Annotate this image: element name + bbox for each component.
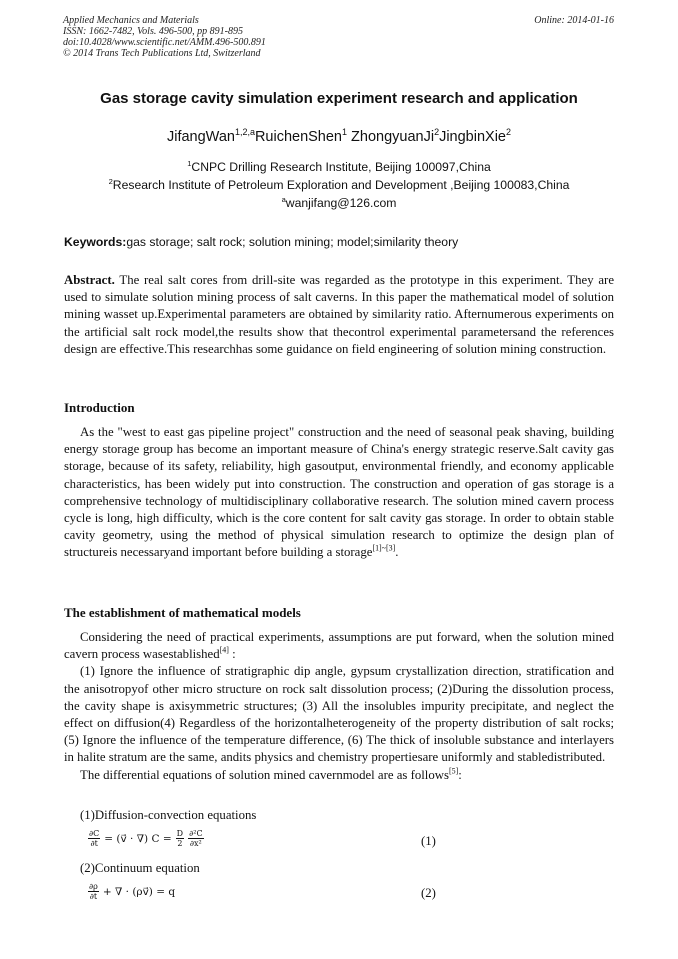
- author-name: JifangWan: [166, 129, 235, 145]
- author-sup: 2: [506, 127, 511, 138]
- affiliation-sup: 2: [108, 176, 113, 186]
- equation-2-label: (2)Continuum equation: [80, 861, 200, 875]
- keywords-line: [64, 235, 458, 249]
- abstract: [64, 272, 614, 358]
- models-body: [64, 629, 614, 784]
- paper-title: Gas storage cavity simulation experiment research and application: [100, 90, 578, 107]
- introduction-heading: Introduction: [64, 400, 135, 415]
- equation-1-label: (1)Diffusion-convection equations: [80, 808, 257, 822]
- abstract-label: Abstract.: [64, 273, 115, 287]
- equations-intro-end: :: [458, 767, 462, 782]
- keywords-label: Keywords:: [64, 235, 127, 249]
- affiliation-text: CNPC Drilling Research Institute, Beijing 100097,China: [191, 160, 491, 174]
- citation-ref: [5]: [449, 766, 459, 776]
- affiliation-text: Research Institute of Petroleum Exploration and Development ,Beijing 100083,China: [112, 178, 570, 192]
- models-heading: The establishment of mathematical models: [64, 605, 301, 620]
- affiliation-1: [0, 160, 678, 174]
- email-text: wanjifang@126.com: [285, 196, 397, 210]
- keywords-text: gas storage; salt rock; solution mining; model;similarity theory: [126, 235, 459, 249]
- journal-name: Applied Mechanics and Materials: [63, 15, 199, 26]
- author-name: RuichenShen: [254, 129, 343, 145]
- equation-2-number: (2): [421, 886, 436, 900]
- equation-2: $\frac{\partial\rho}{\partial t}$ + ∇ · (ρv⃗) = q: [89, 882, 176, 901]
- equation-1: $\frac{\partial C}{\partial t}$ = (v⃗ · ∇) C = $\frac{D}{2}$ $\frac{\text{∂²C}}{\text{∂x²}}$: [89, 829, 203, 848]
- equation-1-number: (1): [421, 834, 436, 848]
- author-name: JingbinXie: [439, 129, 506, 145]
- citation-ref: [4]: [219, 645, 229, 655]
- copyright-line: © 2014 Trans Tech Publications Ltd, Switzerland: [63, 48, 261, 59]
- introduction-body: As the "west to east gas pipeline project" construction and the need of seasonal peak shaving, building energy storage group has become an important measure of China's energy strategic reserve.Salt cavity gas storage, because of its safety, reliability, high gasoutput, environmental friendly, and economy applicable characteristics, has been widely put into construction. The construction and operation of gas storage is a comprehensive technology of multidisciplinary collaborative research. The solution mined cavern process cycle is long, high difficulty, which is the core content for salt cavity gas storage. In order to obtain stable cavity geometry, using the method of physical simulation research to optimize the design plan of structureis necessaryand important before building a storage[1]~[3].: [64, 425, 614, 560]
- email-sup: a: [281, 194, 286, 204]
- citation-ref: [1]~[3]: [372, 544, 396, 554]
- models-intro-end: :: [228, 647, 236, 662]
- author-name: ZhongyuanJi: [347, 129, 435, 145]
- author-email: [0, 196, 678, 210]
- introduction-text: As the "west to east gas pipeline project" construction and the need of seasonal peak shaving, building energy storage group has become an important measure of China's energy strategic reserve.Salt cavity gas storage, because of its safety, reliability, high gasoutput, environmental friendly, and economy applicable characteristics, has been widely put into construction. The construction and operation of gas storage is a comprehensive technology of multidisciplinary collaborative research. The solution mined cavern process cycle is long, high difficulty, which is the core content for salt cavity gas storage. In order to obtain stable cavity geometry, using the method of physical simulation research to optimize the design plan of structureis necessaryand important before building a storage: [64, 425, 614, 560]
- equations-intro-text: The differential equations of solution mined cavernmodel are as follows: [80, 767, 449, 782]
- assumptions-text: (1) Ignore the influence of stratigraphic dip angle, gypsum crystallization direction, stratification and the anisotropyof other micro structure on rock salt dissolution process; (2)During the dissolution process, the cavity shape is axisymmetric structures; (3) All the insolubles impurity precipitate, and neglect the effect on diffusion(4) Regardless of the horizontalheterogeneity of the property distribution of salt rocks; (5) Ignore the influence of the temperature difference, (6) The thick of insoluble substance and interlayers in halite stratum are the same, andits physics and chemistry propertiesare uniformly and stabledistributed.: [64, 664, 614, 765]
- affiliation-sup: 1: [187, 158, 192, 168]
- author-sup: 1,2,a: [234, 127, 255, 138]
- online-date: Online: 2014-01-16: [534, 15, 614, 26]
- author-sup: 1: [342, 127, 348, 138]
- author-list: [0, 129, 678, 145]
- abstract-text: The real salt cores from drill-site was regarded as the prototype in this experiment. They are used to simulate solution mining process of salt caverns. In this paper the mathematical model of solution mining wasset up.Experimental parameters are obtained by similarity ratio. Afternumerous experiments on the artificial salt rock model,the results show that thecontrol experimental parametersand the references design are effective.This researchhas some guidance on field engineering of solution mining construction.: [64, 273, 614, 356]
- journal-header: [63, 15, 266, 59]
- author-sup: 2: [434, 127, 440, 138]
- issn-line: ISSN: 1662-7482, Vols. 496-500, pp 891-895: [63, 26, 243, 37]
- affiliation-2: [0, 178, 678, 192]
- doi-line: doi:10.4028/www.scientific.net/AMM.496-500.891: [63, 37, 266, 48]
- models-intro-text: Considering the need of practical experiments, assumptions are put forward, when the solution mined cavern process wasestablished: [64, 630, 614, 662]
